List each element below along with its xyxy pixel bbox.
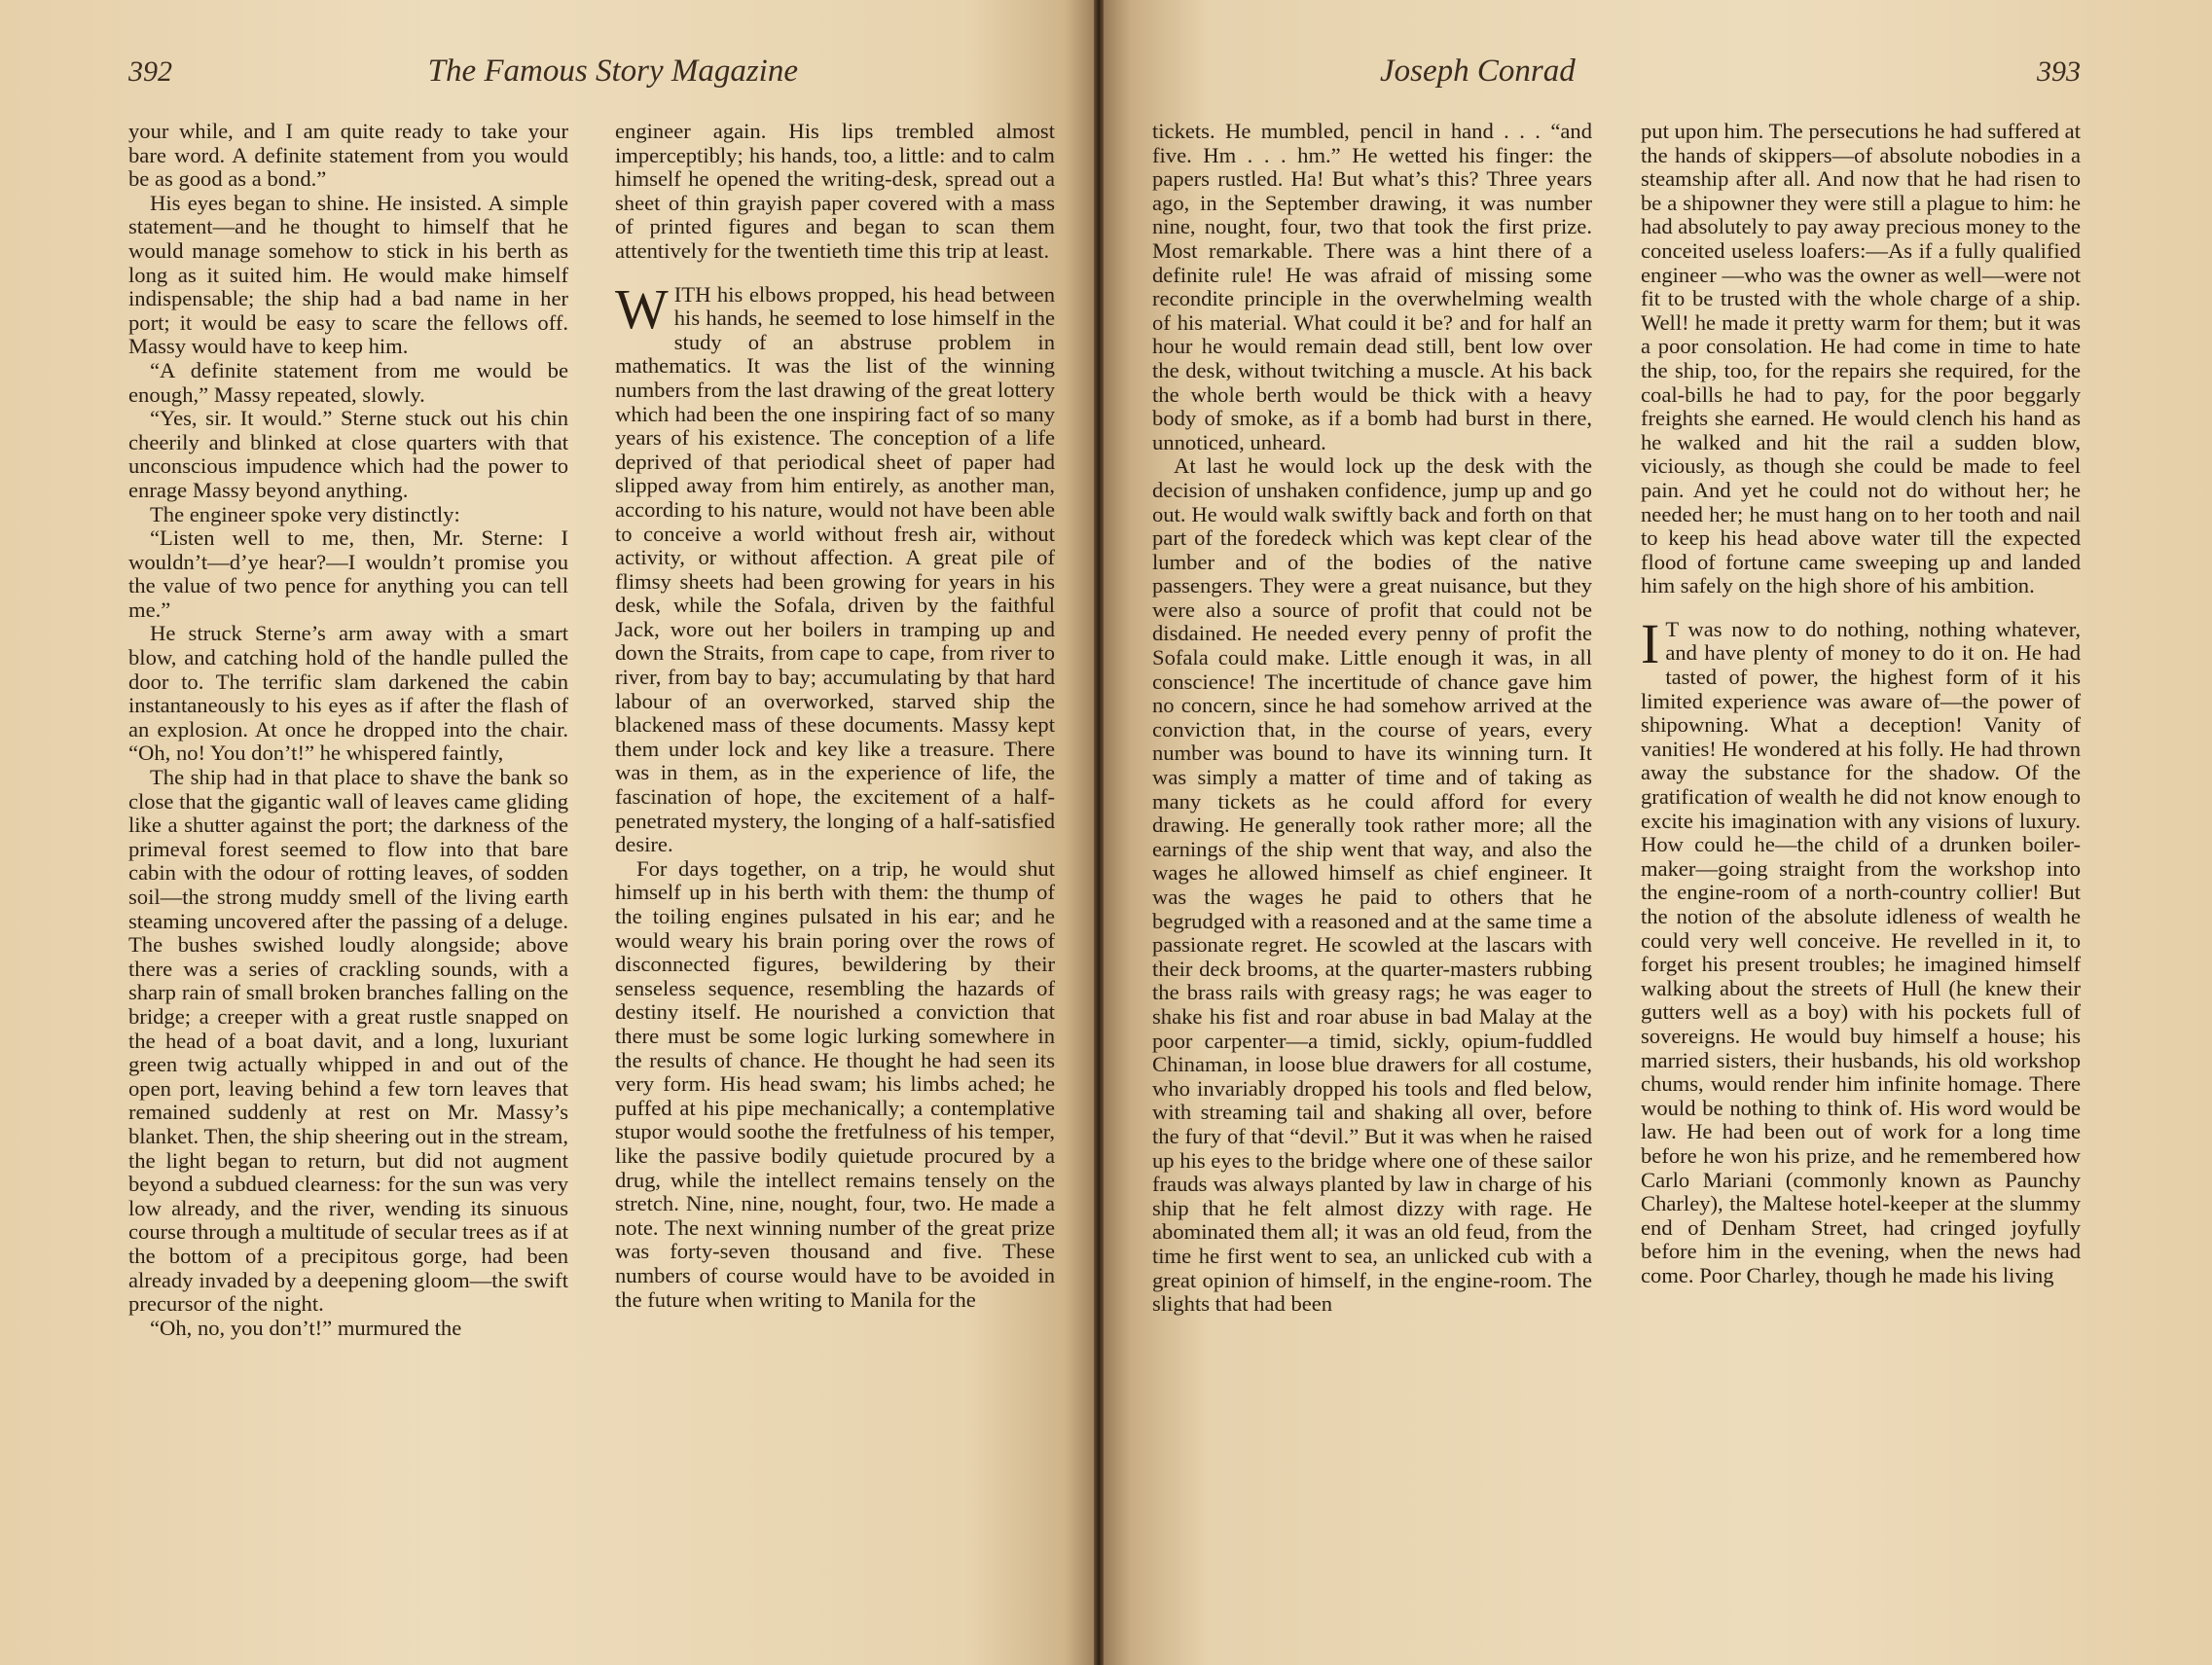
- page-number-right: 393: [2037, 55, 2081, 88]
- drop-cap-letter: W: [615, 276, 669, 341]
- paragraph: The engineer spoke very distinctly:: [150, 501, 460, 526]
- right-column-1: [1152, 120, 1592, 1317]
- page-number-left: 392: [128, 55, 172, 88]
- book-gutter-crease: [1094, 0, 1104, 1665]
- paragraph: “Oh, no, you don’t!” murmured the: [150, 1315, 462, 1340]
- dropcap-paragraph: [615, 276, 1055, 857]
- right-page: [1098, 0, 2212, 1665]
- left-columns: [128, 120, 1055, 1340]
- dropcap-paragraph: [1641, 611, 2081, 1288]
- left-running-head: [128, 54, 1055, 110]
- paragraph-text: T was now to do nothing, nothing whatever, and have plenty of money to do it on. He had tasted of power, the highest form of it his limited experience was aware of—the power of shipowning. What a deception! Vanity of vanities! He wondered at his folly. He had thrown away the substance for the shadow. Of the gratification of wealth he did not know enough to excite his imagination with any visions of luxury. How could he—the child of a drunken boiler-maker—going straight from the workshop into the engine-room of a north-country collier! But the notion of the absolute idleness of wealth he could very well conceive. He revelled in it, to forget his present troubles; he imagined himself walking about the streets of Hull (he knew their gutters well as a boy) with his pockets full of sovereigns. He would buy himself a house; his married sisters, their husbands, his old workshop chums, would render him infinite homage. There would be nothing to think of. His word would be law. He had been out of work for a long time before he won his prize, and he remembered how Carlo Mariani (commonly known as Paunchy Charley), the Maltese hotel-keeper at the slummy end of Denham Street, had cringed joyfully before him in the evening, when the news had come. Poor Charley, though he made his living: [1641, 616, 2081, 1287]
- magazine-title: The Famous Story Magazine: [427, 54, 798, 89]
- left-column-1: [128, 120, 568, 1340]
- paragraph: The ship had in that place to shave the bank so close that the gigantic wall of leaves came gliding like a shutter against the port; the darkness of the primeval forest seemed to flow into that bare cabin with the odour of rotting leaves, of sodden soil—the strong muddy smell of the living earth steaming uncovered after the passing of a deluge. The bushes swished loudly alongside; above there was a series of crackling sounds, with a sharp rain of small broken branches falling on the bridge; a creeper with a great rustle snapped on the head of a boat davit, and a long, luxuriant green twig actually whipped in and out of the open port, leaving behind a few torn leaves that remained suddenly at rest on Mr. Massy’s blanket. Then, the ship sheering out in the stream, the light began to return, but did not augment beyond a subdued clearness: for the sun was very low already, and the river, wending its sinuous course through a multitude of secular trees as if at the bottom of a precipitous gorge, had been already invaded by a deepening gloom—the swift precursor of the night.: [128, 765, 568, 1317]
- paragraph: “Listen well to me, then, Mr. Sterne: I wouldn’t—d’ye hear?—I wouldn’t promise you the value of two pence for anything you can tell me.”: [128, 525, 568, 622]
- paragraph: your while, and I am quite ready to take your bare word. A definite statement from you would be as good as a bond.”: [128, 119, 568, 192]
- paragraph: For days together, on a trip, he would shut himself up in his berth with them: the thump of the toiling engines pulsated in his ear; and he would weary his brain poring over the rows of disconnected figures, bewildering by their senseless sequence, resembling the hazards of destiny itself. He nourished a conviction that there must be some logic lurking somewhere in the results of chance. He thought he had seen its very form. His head swam; his limbs ached; he puffed at his pipe mechanically; a contemplative stupor would soothe the fretfulness of his temper, like the passive bodily quietude procured by a drug, while the intellect remains tensely on the stretch. Nine, nine, nought, four, two. He made a note. The next winning number of the great prize was forty-seven thousand and five. These numbers of course would have to be avoided in the future when writing to Manila for the: [615, 855, 1055, 1312]
- drop-cap-letter: I: [1641, 611, 1660, 675]
- left-page: [0, 0, 1098, 1665]
- paragraph: “A definite statement from me would be enough,” Massy repeated, slowly.: [128, 357, 568, 407]
- left-column-2: [615, 120, 1055, 1340]
- right-running-head: [1152, 54, 2081, 110]
- paragraph-text: ITH his elbows propped, his head between his hands, he seemed to lose himself in the study of an abstruse problem in mathematics. It was the list of the winning numbers from the last drawing of the great lottery which had been the one inspiring fact of so many years of his existence. The conception of a life deprived of that periodical sheet of paper had slipped away from him entirely, as another man, according to his nature, would not have been able to conceive a world without fresh air, without activity, or without affection. A great pile of flimsy sheets had been growing for years in his desk, while the Sofala, driven by the faithful Jack, wore out her boilers in tramping up and down the Straits, from cape to cape, from river to river, from bay to bay; accumulating by that hard labour of an overworked, starved ship the blackened mass of these documents. Massy kept them under lock and key like a treasure. There was in them, as in the experience of life, the fascination of hope, the excitement of a half-penetrated mystery, the longing of a half-satisfied desire.: [615, 281, 1055, 857]
- author-name: Joseph Conrad: [1380, 54, 1576, 89]
- paragraph: “Yes, sir. It would.” Sterne stuck out his chin cheerily and blinked at close quarters with that unconscious impudence which had the power to enrage Massy beyond anything.: [128, 406, 568, 502]
- paragraph: engineer again. His lips trembled almost imperceptibly; his hands, too, a little: and to calm himself he opened the writing-desk, spread out a sheet of thin grayish paper covered with a mass of printed figures and began to scan them attentively for the twentieth time this trip at least.: [615, 119, 1055, 263]
- paragraph: put upon him. The persecutions he had suffered at the hands of skippers—of absolute nobodies in a steamship after all. And now that he had risen to be a shipowner they were still a plague to him: he had absolutely to pay away precious money to the conceited useless loafers:—As if a fully qualified engineer —who was the owner as well—were not fit to be trusted with the whole charge of a ship. Well! he made it pretty warm for them; but it was a poor consolation. He had come in time to hate the ship, too, for the repairs she required, for the coal-bills he had to pay, for the poor beggarly freights she earned. He would clench his hand as he walked and hit the rail a sudden blow, viciously, as though she could be made to feel pain. And yet he could not do without her; he needed her; he must hang on to her tooth and nail to keep his head above water till the expected flood of fortune came sweeping up and landed him safely on the high shore of his ambition.: [1641, 119, 2081, 598]
- paragraph: He struck Sterne’s arm away with a smart blow, and catching hold of the handle pulled the door to. The terrific slam darkened the cabin instantaneously to his eyes as if after the flash of an explosion. At once he dropped into the chair. “Oh, no! You don’t!” he whispered faintly,: [128, 621, 568, 766]
- paragraph: tickets. He mumbled, pencil in hand . . . “and five. Hm . . . hm.” He wetted his finger: the papers rustled. Ha! But what’s this? Three years ago, in the September drawing, it was number nine, nought, four, two that took the first prize. Most remarkable. There was a hint there of a definite rule! He was afraid of missing some recondite principle in the overwhelming wealth of his material. What could it be? and for half an hour he would remain dead still, bent low over the desk, without twitching a muscle. At his back the whole berth would be thick with a heavy body of smoke, as if a bomb had burst in there, unnoticed, unheard.: [1152, 119, 1592, 454]
- right-columns: [1152, 120, 2081, 1317]
- paragraph: At last he would lock up the desk with the decision of unshaken confidence, jump up and go out. He would walk swiftly back and forth on that part of the foredeck which was kept clear of the lumber and of the bodies of the native passengers. They were a great nuisance, but they were also a source of profit that could not be disdained. He needed every penny of profit the Sofala could make. Little enough it was, in all conscience! The incertitude of chance gave him no concern, since he had somehow arrived at the conviction that, in the course of years, every number was bound to have its winning turn. It was simply a matter of time and of taking as many tickets as he could afford for every drawing. He generally took rather more; all the earnings of the ship went that way, and also the wages he allowed himself as chief engineer. It was the wages he paid to others that he begrudged with a reasoned and at the same time a passionate regret. He scowled at the lascars with their deck brooms, at the quarter-masters rubbing the brass rails with greasy rags; he was eager to shake his fist and roar abuse in bad Malay at the poor carpenter—a timid, sickly, opium-fuddled Chinaman, in loose blue drawers for all costume, who invariably dropped his tools and fled below, with streaming tail and shaking all over, before the fury of that “devil.” But it was when he raised up his eyes to the bridge where one of these sailor frauds was always planted by law in charge of his ship that he felt almost dizzy with rage. He abominated them all; it was an old feud, from the time he first went to sea, an unlicked cub with a great opinion of himself, in the engine-room. The slights that had been: [1152, 453, 1592, 1317]
- paragraph: His eyes began to shine. He insisted. A simple statement—and he thought to himself that he would manage somehow to stick in his berth as long as it suited him. He would make himself indispensable; the ship had a bad name in her port; it would be easy to scare the fellows off. Massy would have to keep him.: [128, 190, 568, 359]
- right-column-2: [1641, 120, 2081, 1317]
